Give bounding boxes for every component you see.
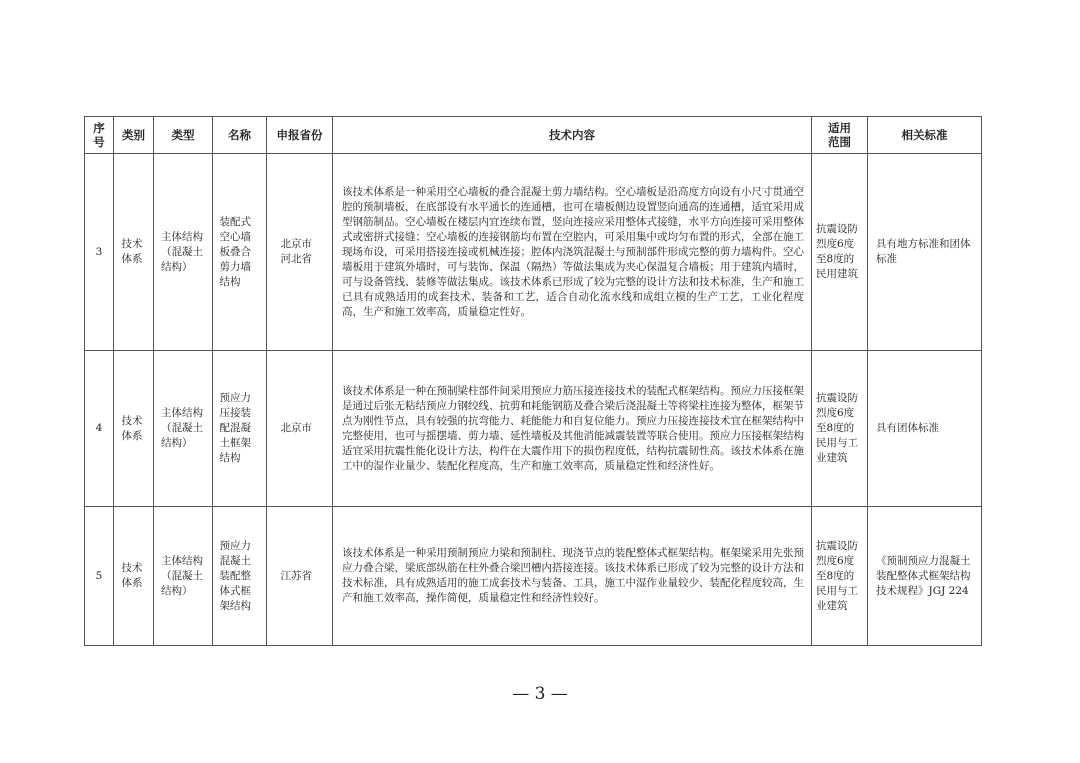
row-scope: 抗震设防烈度6度至8度的民用与工业建筑 <box>812 507 868 646</box>
row-content: 该技术体系是一种采用空心墙板的叠合混凝土剪力墙结构。空心墙板是沿高度方向设有小尺寸贯通空腔的预制墙板，在底部设有水平通长的连通槽，也可在墙板侧边设置竖向通高的连通槽，适宜采用成型钢筋制品。空心墙板在楼层内宜连续布置，竖向连接应采用整体式接缝，水平方向连接可采用整体式或密拼式接缝；空心墙板的连接钢筋均布置在空腔内，可采用集中或均匀布置的形式，全部在施工现场布设，可采用搭接连接或机械连接；腔体内浇筑混凝土与预制部件形成完整的剪力墙构件。空心墙板用于建筑外墙时，可与装饰、保温（隔热）等做法集成为夹心保温复合墙板；用于建筑内墙时，可与设备管线、装修等做法集成。该技术体系已形成了较为完整的设计方法和技术标准，生产和施工已具有成熟适用的成套技术、装备和工艺，适合自动化流水线和成组立模的生产工艺，工业化程度高，生产和施工效率高，质量稳定性好。 <box>333 154 812 351</box>
header-scope: 适用范围 <box>812 117 868 154</box>
table-row <box>85 154 982 351</box>
row-number: 3 <box>85 154 114 351</box>
header-province: 申报省份 <box>267 117 333 154</box>
table-row <box>85 507 982 646</box>
header-content: 技术内容 <box>333 117 812 154</box>
row-category: 技术体系 <box>114 351 154 507</box>
row-scope: 抗震设防烈度6度至8度的民用与工业建筑 <box>812 351 868 507</box>
row-type: 主体结构（混凝土结构） <box>154 507 213 646</box>
table-row <box>85 351 982 507</box>
row-category: 技术体系 <box>114 154 154 351</box>
header-standard: 相关标准 <box>868 117 982 154</box>
row-content: 该技术体系是一种在预制梁柱部件间采用预应力筋压接连接技术的装配式框架结构。预应力压接框架是通过后张无粘结预应力钢绞线、抗剪和耗能钢筋及叠合梁后浇混凝土等将梁柱连接为整体，框架节点为刚性节点，具有较强的抗弯能力、耗能能力和自复位能力。预应力压接连接技术宜在框架结构中完整使用，也可与摇摆墙、剪力墙、延性墙板及其他消能减震装置等联合使用。预应力压接框架结构适宜采用抗震性能化设计方法，构件在大震作用下的损伤程度低，结构抗震韧性高。该技术体系在施工中的湿作业量少、装配化程度高，生产和施工效率高，质量稳定性和经济性好。 <box>333 351 812 507</box>
row-category: 技术体系 <box>114 507 154 646</box>
page-number: — 3 — <box>512 684 568 704</box>
row-type: 主体结构（混凝土结构） <box>154 351 213 507</box>
row-type: 主体结构（混凝土结构） <box>154 154 213 351</box>
row-scope: 抗震设防烈度6度至8度的民用建筑 <box>812 154 868 351</box>
header-name: 名称 <box>213 117 267 154</box>
row-number: 5 <box>85 507 114 646</box>
row-province: 江苏省 <box>267 507 333 646</box>
row-name: 预应力压接装配混凝土框架结构 <box>213 351 267 507</box>
row-standard: 《预制预应力混凝土装配整体式框架结构技术规程》JGJ 224 <box>868 507 982 646</box>
technology-table <box>84 116 982 646</box>
row-number: 4 <box>85 351 114 507</box>
row-content: 该技术体系是一种采用预制预应力梁和预制柱、现浇节点的装配整体式框架结构。框架梁采用先张预应力叠合梁，梁底部纵筋在柱外叠合梁凹槽内搭接连接。该技术体系已形成了较为完整的设计方法和技术标准，具有成熟适用的施工成套技术与装备、工具，施工中湿作业量较少、装配化程度较高，生产和施工效率高，操作简便，质量稳定性和经济性较好。 <box>333 507 812 646</box>
row-name: 装配式空心墙板叠合剪力墙结构 <box>213 154 267 351</box>
row-name: 预应力混凝土装配整体式框架结构 <box>213 507 267 646</box>
row-standard: 具有团体标准 <box>868 351 982 507</box>
row-standard: 具有地方标准和团体标准 <box>868 154 982 351</box>
header-no: 序号 <box>85 117 114 154</box>
row-province: 北京市 <box>267 351 333 507</box>
header-type: 类型 <box>154 117 213 154</box>
row-province: 北京市河北省 <box>267 154 333 351</box>
header-category: 类别 <box>114 117 154 154</box>
table-header-row <box>85 117 982 154</box>
